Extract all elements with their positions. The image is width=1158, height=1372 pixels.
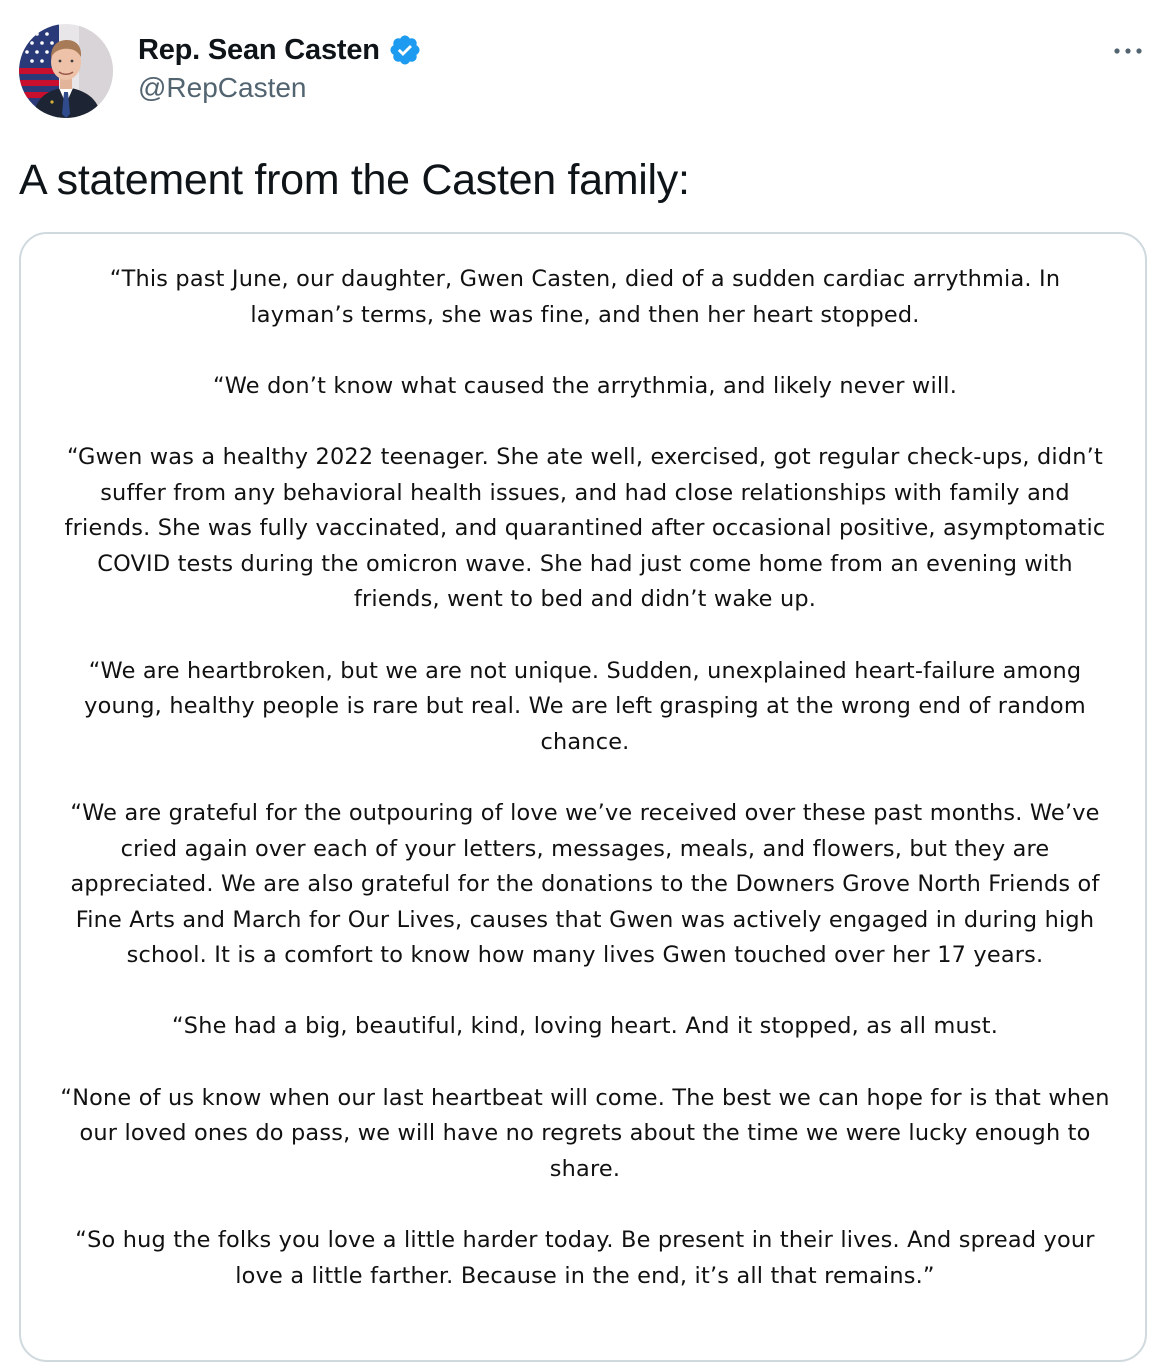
attached-statement-image[interactable] xyxy=(19,232,1147,1362)
statement-paragraph: “We are heartbroken, but we are not unique. Sudden, unexplained heart-failure among young, healthy people is rare but real. We are left grasping at the wrong end of random chance. xyxy=(84,657,1086,755)
statement-paragraph: “She had a big, beautiful, kind, loving heart. And it stopped, as all must. xyxy=(171,1013,999,1040)
tweet-header xyxy=(0,0,1158,130)
statement-paragraph: “We don’t know what caused the arrythmia, and likely never will. xyxy=(212,372,958,399)
author-handle[interactable]: @RepCasten xyxy=(138,72,307,103)
avatar-image xyxy=(19,24,113,118)
statement-paragraph: “This past June, our daughter, Gwen Casten, died of a sudden cardiac arrythmia. In layman’s terms, she was fine, and then her heart stopped. xyxy=(109,266,1061,328)
statement-paragraph: “So hug the folks you love a little harder today. Be present in their lives. And spread your love a little farther. Because in the end, it’s all that remains.” xyxy=(75,1227,1095,1289)
more-options-button[interactable] xyxy=(1108,34,1148,68)
statement-paragraph: “Gwen was a healthy 2022 teenager. She ate well, exercised, got regular check-ups, didn’t suffer from any behavioral health issues, and had close relationships with family and friends. She was fully vaccinated, and quarantined after occasional positive, asymptomatic COVID tests during the omicron wave. She had just come home from an evening with friends, went to bed and didn’t wake up. xyxy=(64,443,1106,613)
tweet-text: A statement from the Casten family: xyxy=(19,156,690,204)
statement-paragraph: “None of us know when our last heartbeat will come. The best we can hope for is that when our loved ones do pass, we will have no regrets about the time we were lucky enough to share. xyxy=(60,1084,1110,1182)
statement-paragraph: “We are grateful for the outpouring of love we’ve received over these past months. We’ve cried again over each of your letters, messages, meals, and flowers, but they are appreciated. We are also grateful for the donations to the Downers Grove North Friends of Fine Arts and March for Our Lives, causes that Gwen was actively engaged in during high school. It is a comfort to know how many lives Gwen touched over her 17 years. xyxy=(70,799,1100,969)
more-options-icon xyxy=(1112,46,1144,56)
author-name-row xyxy=(138,30,422,70)
verified-badge-icon xyxy=(388,33,422,67)
profile-avatar[interactable] xyxy=(19,24,113,118)
author-display-name[interactable]: Rep. Sean Casten xyxy=(138,33,380,66)
statement-text xyxy=(57,262,1113,1294)
